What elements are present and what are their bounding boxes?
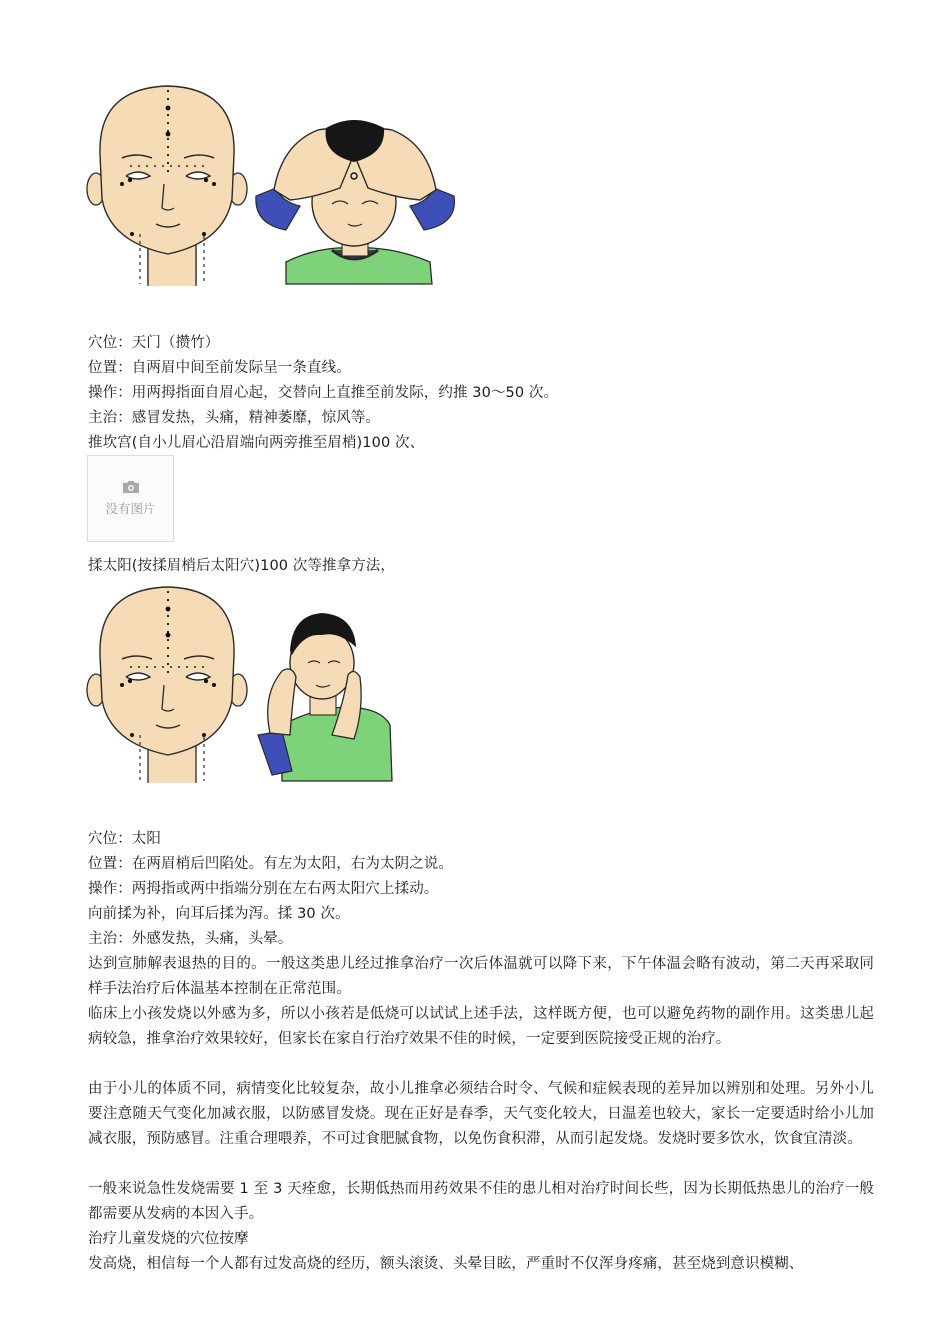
paragraph: 达到宣肺解表退热的目的。一般这类患儿经过推拿治疗一次后体温就可以降下来，下午体温会略有波动，第二天再采取同样手法治疗后体温基本控制在正常范围。 — [88, 956, 874, 997]
taiyang-illustration — [86, 585, 406, 785]
tianmen-illustration — [86, 84, 466, 286]
camera-icon — [122, 480, 140, 494]
paragraph: 临床上小孩发烧以外感为多，所以小孩若是低烧可以试试上述手法，这样既方便，也可以避免药物的副作用。这类患儿起病较急，推拿治疗效果较好，但家长在家自行治疗效果不佳的时候，一定要到医院接受正规的治疗。 — [88, 1006, 874, 1047]
section-heading: 治疗儿童发烧的穴位按摩 — [88, 1231, 249, 1247]
paragraph: 一般来说急性发烧需要 1 至 3 天痊愈，长期低热而用药效果不佳的患儿相对治疗时间长些，因为长期低热患儿的治疗一般都需要从发病的本因入手。 — [88, 1181, 874, 1222]
paragraph: 由于小儿的体质不同，病情变化比较复杂，故小儿推拿必须结合时令、气候和症候表现的差异加以辨别和处理。另外小儿要注意随天气变化加减衣服，以防感冒发烧。现在正好是春季，天气变化较大，日温差也较大，家长一定要适时给小儿加减衣服，预防感冒。注重合理喂养，不可过食肥腻食物，以免伤食积滞，从而引起发烧。发烧时要多饮水，饮食宜清淡。 — [88, 1081, 874, 1147]
text-line: 主治：感冒发热，头痛，精神萎靡，惊风等。 — [88, 410, 380, 426]
text-line: 向前揉为补，向耳后揉为泻。揉 30 次。 — [88, 906, 350, 922]
text-line: 推坎宫(自小儿眉心沿眉端向两旁推至眉梢)100 次、 — [88, 435, 425, 451]
child-rubbing-taiyang — [258, 613, 392, 781]
acupoint-head-diagram — [87, 86, 247, 286]
text-line: 穴位：天门（攒竹） — [88, 335, 220, 351]
text-line: 位置：在两眉梢后凹陷处。有左为太阳，右为太阴之说。 — [88, 856, 453, 872]
text-line: 位置：自两眉中间至前发际呈一条直线。 — [88, 360, 351, 376]
text-line: 穴位：太阳 — [88, 831, 161, 847]
text-line: 主治：外感发热，头痛，头晕。 — [88, 931, 293, 947]
text-line: 操作：两拇指或两中指端分别在左右两太阳穴上揉动。 — [88, 881, 439, 897]
placeholder-label: 没有图片 — [105, 501, 156, 516]
child-pushing-tianmen — [256, 120, 455, 284]
text-line: 操作：用两拇指面自眉心起，交替向上直推至前发际，约推 30～50 次。 — [88, 385, 559, 401]
acupoint-head-diagram — [87, 587, 247, 783]
missing-image-placeholder — [87, 455, 174, 542]
paragraph: 发高烧，相信每一个人都有过发高烧的经历，额头滚烫、头晕目眩，严重时不仅浑身疼痛，甚至烧到意识模糊、 — [88, 1256, 804, 1272]
text-line: 揉太阳(按揉眉梢后太阳穴)100 次等推拿方法， — [88, 558, 395, 574]
